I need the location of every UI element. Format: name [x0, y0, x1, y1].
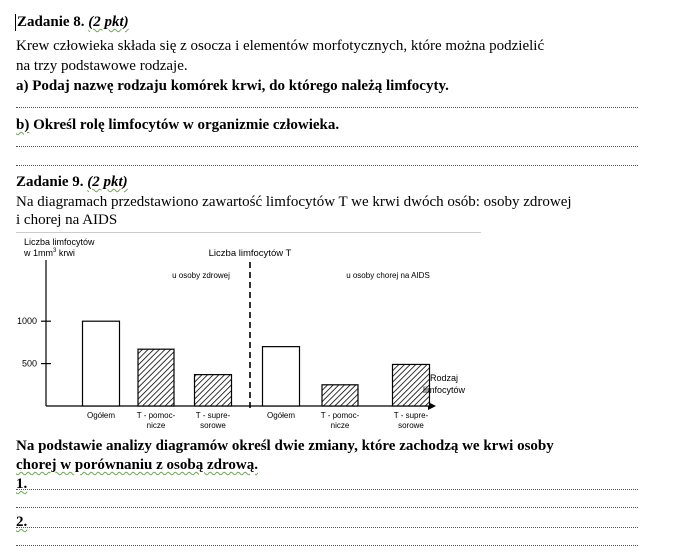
chart-title: Liczba limfocytów T: [208, 248, 292, 259]
bar: [195, 375, 232, 406]
task9-points: (2 pkt): [87, 174, 128, 190]
answer-2-label: 2.: [16, 514, 28, 530]
task9-question-line1: Na podstawie analizy diagramów określ dwie zmiany, które zachodzą we krwi osoby: [16, 438, 554, 454]
task8-points: (2 pkt): [88, 14, 129, 30]
task8-intro-line2: na trzy podstawowe rodzaje.: [16, 58, 188, 74]
task9-intro-line2: i chorej na AIDS: [16, 212, 118, 228]
bar-label-line2: sorowe: [398, 421, 424, 430]
task9-intro-line1: Na diagramach przedstawiono zawartość limfocytów T we krwi dwóch osób: osoby zdrowej: [16, 194, 572, 210]
bar: [83, 321, 120, 406]
text-cursor: [15, 14, 16, 31]
bar: [263, 347, 300, 406]
task8-intro-line1: Krew człowieka składa się z osocza i elementów morfotycznych, które można podzielić: [16, 38, 545, 54]
y-axis-label-line1: Liczba limfocytów: [24, 237, 95, 247]
bar-label-line2: sorowe: [200, 421, 226, 430]
group-name: u osoby chorej na AIDS: [346, 271, 430, 280]
x-axis-label-line2: limfocytów: [422, 385, 466, 395]
task9-question-line2: chorej w porównaniu z osobą zdrową.: [16, 457, 258, 473]
task9-title: Zadanie 9.: [16, 174, 84, 190]
bar-label: T - supre-: [195, 411, 231, 420]
answer-line[interactable]: [16, 545, 638, 546]
answer-line[interactable]: [16, 165, 638, 166]
x-axis-label-line1: Rodzaj: [429, 373, 459, 383]
answer-line[interactable]: [16, 107, 638, 108]
task8-question-b-row: [16, 117, 339, 134]
answer-line[interactable]: [16, 507, 638, 508]
task8-heading: [17, 14, 129, 31]
y-axis-label-superscript: 3: [53, 248, 57, 254]
answer-line[interactable]: [16, 527, 638, 528]
y-axis-label-unit: w 1mm: [24, 248, 53, 258]
chart-bars: [83, 321, 430, 406]
bar: [322, 385, 358, 406]
bar-label-line2: nicze: [330, 421, 350, 430]
group-name: u osoby zdrowej: [172, 271, 230, 280]
task8-question-b-letter: b): [16, 117, 30, 133]
bar: [138, 349, 174, 406]
y-axis-label-suffix: krwi: [56, 248, 75, 258]
answer-line[interactable]: [16, 489, 638, 490]
bar-label: Ogółem: [86, 411, 116, 420]
answer-1-label: 1.: [16, 476, 28, 492]
bar-label: T - pomoc-: [320, 411, 360, 420]
bar-label: T - pomoc-: [136, 411, 176, 420]
task8-question-a: a) Podaj nazwę rodzaju komórek krwi, do którego należą limfocyty.: [16, 78, 449, 94]
y-axis-label-line2: [23, 248, 75, 258]
task8-question-b: Określ rolę limfocytów w organizmie człowieka.: [29, 117, 340, 133]
answer-line[interactable]: [16, 146, 638, 147]
y-tick-label: 1000: [16, 316, 37, 327]
bar-label-line2: nicze: [146, 421, 166, 430]
bar-label: Ogółem: [266, 411, 296, 420]
lymphocyte-bar-chart: [16, 232, 486, 432]
y-tick-label: 500: [21, 358, 37, 369]
bar-label: T - supre-: [393, 411, 429, 420]
task9-heading: [16, 174, 128, 191]
task8-title: Zadanie 8.: [17, 14, 85, 30]
